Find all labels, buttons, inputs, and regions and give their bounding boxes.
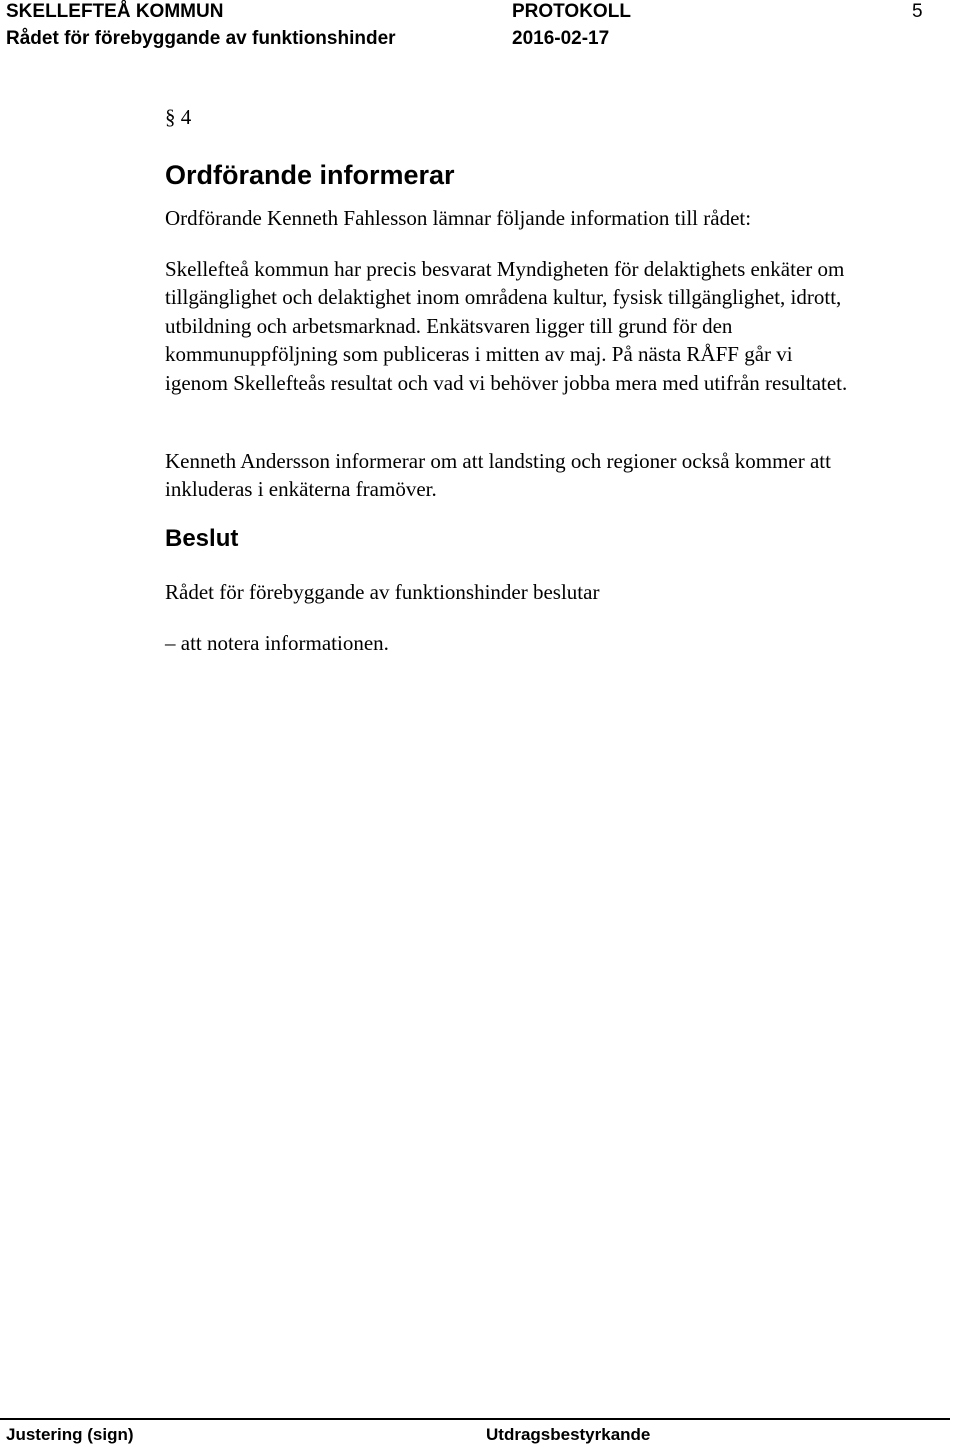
decision-item: – att notera informationen. <box>165 631 389 655</box>
decision-heading: Beslut <box>165 525 239 552</box>
page-footer <box>0 1418 960 1447</box>
justering-label: Justering (sign) <box>6 1425 134 1444</box>
organization-name: SKELLEFTEÅ KOMMUN <box>6 1 224 22</box>
intro-paragraph: Ordförande Kenneth Fahlesson lämnar följande information till rådet: <box>165 206 752 230</box>
footer-divider <box>0 1418 950 1420</box>
document-date: 2016-02-17 <box>512 28 610 49</box>
body-paragraph-1: Skellefteå kommun har precis besvarat Myndigheten för delaktighets enkäter om tillgänglighet och delaktighet inom områdena kultur, fysisk tillgänglighet, idrott, utbildning och arbetsmarknad. Enkätsvaren ligger till grund för den kommunuppföljning som publiceras i mitten av maj. På nästa RÅFF går vi igenom Skellefteås resultat och vad vi behöver jobba mera med utifrån resultatet. <box>165 257 848 395</box>
section-title: Ordförande informerar <box>165 160 455 190</box>
decision-text: Rådet för förebyggande av funktionshinder beslutar <box>165 580 600 604</box>
document-type: PROTOKOLL <box>512 1 631 22</box>
page-number: 5 <box>912 1 923 22</box>
section-marker: § 4 <box>165 105 192 129</box>
utdragsbestyrkande-label: Utdragsbestyrkande <box>486 1425 651 1444</box>
committee-name: Rådet för förebyggande av funktionshinder <box>6 28 396 49</box>
body-paragraph-2: Kenneth Andersson informerar om att landsting och regioner också kommer att inkluderas i enkäterna framöver. <box>165 449 831 502</box>
page-header <box>6 0 946 56</box>
